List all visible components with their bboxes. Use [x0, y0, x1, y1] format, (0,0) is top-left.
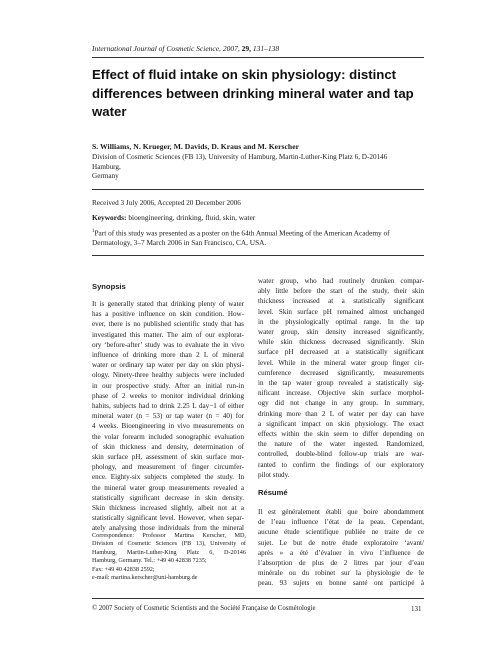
footnote-text: Part of this study was presented as a poster on the 64th Annual Meeting of the American Academy of: [94, 228, 390, 238]
text-line: cumference decreased significantly, measurements: [258, 368, 424, 377]
title-line: water: [92, 104, 127, 119]
synopsis-continued-body: [258, 276, 424, 480]
correspondence-line: Hamburg, Germany. Tel.: +49 40 42838 7235;: [92, 557, 207, 565]
text-line: thickness increased at a statistically significant: [258, 297, 424, 306]
metadata-rule: [92, 189, 424, 190]
journal-name: International Journal of Cosmetic Science,: [92, 44, 221, 53]
journal-pages: 131–138: [252, 44, 280, 53]
footnote-mark: 1: [92, 229, 95, 234]
text-line: in the physiologically optimal range. In the tap: [258, 317, 424, 326]
text-line: the volar forearm included sonographic evaluation: [92, 432, 244, 441]
text-line: in the tap water group revealed a statistically sig-: [258, 379, 424, 388]
correspondence-line: Hamburg, Martin-Luther-King Platz 6, D-20146: [92, 548, 246, 556]
keywords: [92, 213, 255, 222]
text-line: habits, subjects had to drink 2.25 L day−1 of either: [92, 402, 244, 411]
text-line: water group, skin density increased significantly,: [258, 328, 424, 337]
text-line: 4 weeks. Bioengineering in vivo measurements on: [92, 422, 244, 431]
copyright-notice: © 2007 Society of Cosmetic Scientists and the Société Française de Cosmétologie: [92, 605, 316, 612]
text-line: statistically significant level. However, when separ-: [92, 514, 244, 523]
affiliation: [92, 153, 412, 182]
text-line: skin surface pH, assessment of skin surface mor-: [92, 453, 244, 462]
text-line: It is generally stated that drinking plenty of water: [92, 300, 244, 308]
text-line: Il est généralement établi que boire abondamment: [258, 508, 424, 516]
journal-volume: 29,: [241, 44, 251, 53]
journal-year: 2007,: [222, 44, 240, 53]
text-line: Skin thickness increased slightly, albeit not at a: [92, 504, 244, 513]
correspondence-line: Division of Cosmetic Sciences (FB 13), University of: [92, 540, 246, 548]
text-line: investigated this matter. The aim of our explorat-: [92, 330, 244, 339]
text-line: ogy did not change in any group. In summary,: [258, 399, 424, 408]
correspondence-line: Correspondence: Professor Martina Kerscher, MD,: [92, 532, 246, 539]
affiliation-line: Division of Cosmetic Sciences (FB 13), University of Hamburg, Martin-Luther-King Platz 6, D-20146 Hamburg,: [92, 153, 388, 171]
text-line: ranted to confirm the findings of our exploratory: [258, 460, 424, 469]
text-line: the nature of the water ingested. Randomized,: [258, 440, 424, 449]
footer-rule: [92, 598, 424, 599]
resume-body: [258, 507, 424, 589]
text-line: statistically significant decrease in skin density.: [92, 493, 244, 502]
text-line: while skin thickness decreased significantly. Skin: [258, 338, 424, 347]
text-line: sujet. Le but de notre étude exploratoire ‘avant/: [258, 538, 424, 547]
text-line: ately analysing those individuals from the mineral: [92, 524, 244, 533]
author-list: S. Williams, N. Krueger, M. Davids, D. Kraus and M. Kerscher: [92, 142, 300, 151]
text-line: de l’eau influence l’état de la peau. Cependant,: [258, 518, 424, 527]
abstract-rule: [92, 255, 424, 256]
synopsis-continued: [258, 276, 424, 480]
text-line: l’absorption de plus de 2 litres par jour d’eau: [258, 559, 424, 568]
text-line: après » a été d’évaluer in vivo l’influence de: [258, 548, 424, 557]
text-line: pilot study.: [258, 470, 290, 479]
page-number: 131: [411, 605, 422, 613]
text-line: peau. 93 sujets en bonne santé ont participé à: [258, 579, 424, 588]
text-line: ence. Eighty-six subjects completed the study. In: [92, 473, 244, 482]
text-line: ably little before the start of the study, their skin: [258, 287, 424, 296]
text-line: in our prospective study. After an initial run-in: [92, 381, 244, 390]
resume-heading: Résumé: [258, 488, 288, 497]
affiliation-line: Germany: [92, 172, 119, 181]
correspondence-email[interactable]: e-mail: martina.kerscher@uni-hamburg.de: [92, 574, 198, 582]
synopsis-heading: Synopsis: [92, 282, 126, 291]
text-line: phology, and measurement of finger circumfer-: [92, 463, 244, 472]
text-line: minérale ou du robinet sur la physiologie de le: [258, 569, 424, 578]
text-line: aucune étude scientifique publiée ne traite de ce: [258, 528, 424, 537]
synopsis-body: [92, 299, 244, 534]
presentation-footnote: [92, 227, 424, 248]
text-line: level. While in the mineral water group finger cir-: [258, 358, 424, 367]
correspondence-note: [92, 532, 246, 582]
header-rule: [92, 57, 424, 58]
text-line: ology. Ninety-three healthy subjects were included: [92, 371, 244, 380]
title-line: differences between drinking mineral water and tap: [92, 85, 414, 101]
text-line: controlled, double-blind follow-up trials are war-: [258, 450, 424, 459]
received-dates: Received 3 July 2006, Accepted 20 December 2006: [92, 199, 241, 207]
synopsis-section: [92, 282, 244, 534]
footnote-line: Dermatology, 3–7 March 2006 in San Francisco, CA, USA.: [92, 238, 267, 248]
text-line: mineral water (n = 53) or tap water (n = 40) for: [92, 412, 244, 421]
text-line: the mineral water group measurements revealed a: [92, 483, 244, 492]
text-line: water or ordinary tap water per day on skin physi-: [92, 361, 244, 370]
text-line: ever, there is no published scientific study that has: [92, 320, 244, 329]
text-line: water group, who had routinely drunken compar-: [258, 277, 424, 285]
text-line: nificant increase. Objective skin surface morphol-: [258, 389, 424, 398]
text-line: drinking more than 2 L of water per day can have: [258, 409, 424, 418]
text-line: a significant impact on skin physiology. The exact: [258, 419, 424, 428]
text-line: effects within the skin seem to differ depending on: [258, 430, 424, 439]
article-title: [92, 66, 422, 122]
journal-citation: [92, 44, 279, 53]
keywords-label: Keywords:: [92, 213, 127, 222]
text-line: influence of drinking more than 2 L of mineral: [92, 351, 244, 360]
text-line: level. Skin surface pH remained almost unchanged: [258, 307, 424, 316]
title-line: Effect of fluid intake on skin physiology: distinct: [92, 67, 397, 82]
keywords-text: bioengineering, drinking, fluid, skin, water: [128, 213, 256, 222]
footnote-line: [92, 227, 424, 238]
text-line: has a positive influence on skin condition. How-: [92, 310, 244, 319]
text-line: phase of 2 weeks to monitor individual drinking: [92, 391, 244, 400]
text-line: of skin thickness and density, determination of: [92, 442, 244, 451]
text-line: ory ‘before-after’ study was to evaluate the in vivo: [92, 340, 244, 349]
text-line: surface pH decreased at a statistically significant: [258, 348, 424, 357]
correspondence-line: Fax: +49 40 42838 2592;: [92, 565, 155, 573]
